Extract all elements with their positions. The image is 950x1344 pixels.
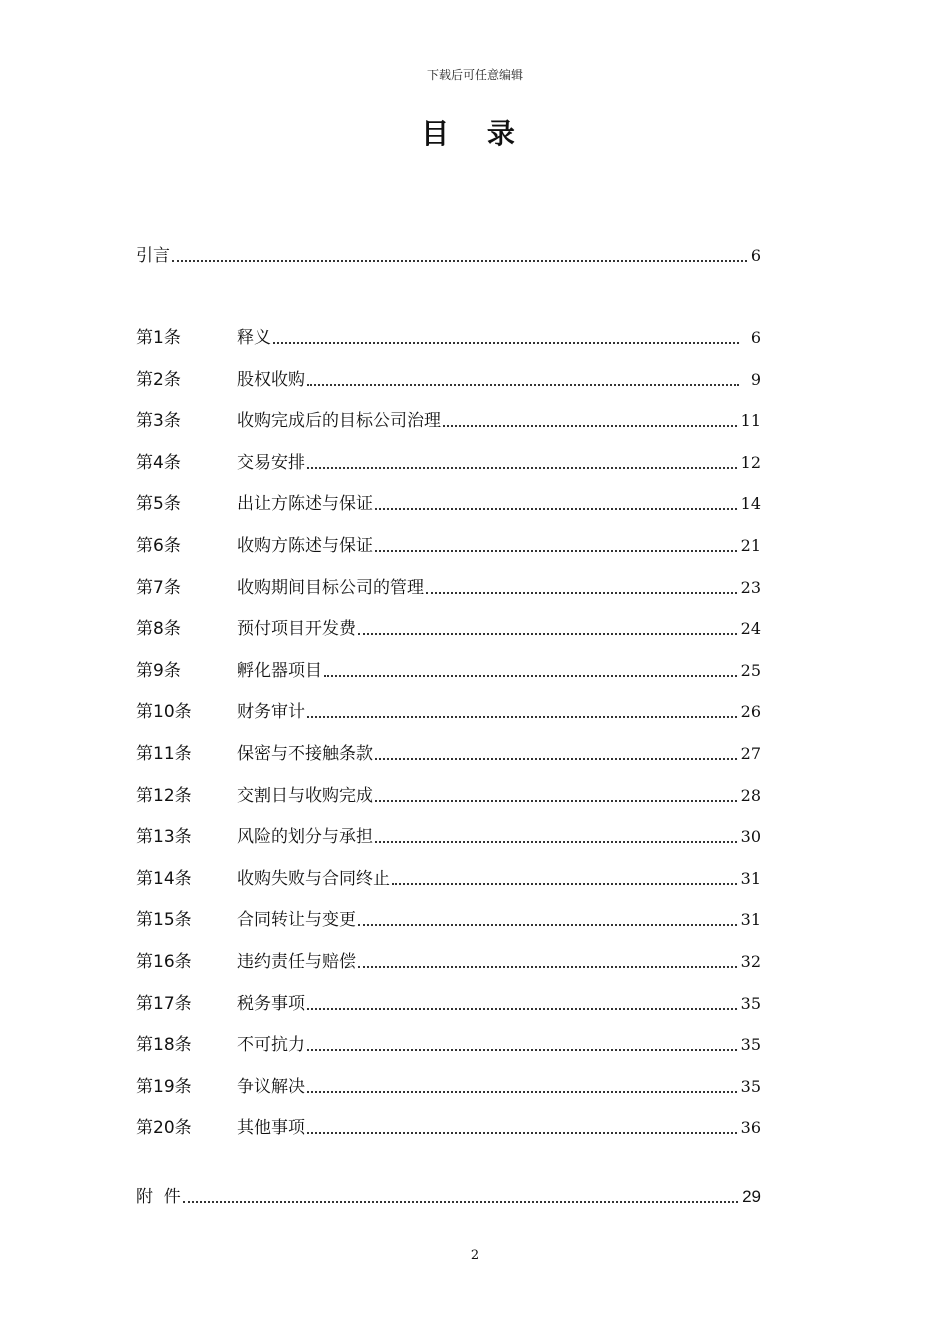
toc-leader (358, 966, 737, 968)
toc-entry-number: 第7条 (136, 578, 181, 598)
toc-entry-page: 12 (740, 453, 761, 472)
toc-entry-page: 31 (740, 869, 761, 888)
page-number: 2 (470, 1248, 480, 1263)
toc-intro[interactable] (136, 243, 761, 269)
toc-entry[interactable] (136, 783, 761, 809)
toc-leader (307, 467, 737, 469)
toc-entry-page: 14 (740, 494, 761, 513)
toc-leader (358, 633, 737, 635)
toc-entry-number: 第17条 (136, 994, 192, 1014)
toc-entry-number: 第20条 (136, 1118, 192, 1138)
toc-entry-page: 32 (740, 952, 761, 971)
toc-entry-page: 9 (750, 370, 761, 389)
toc-entry[interactable] (136, 991, 761, 1017)
toc-appendix-page: 29 (742, 1187, 761, 1206)
toc-appendix[interactable] (136, 1184, 761, 1210)
toc-leader (183, 1201, 738, 1203)
toc-entry-number: 第13条 (136, 827, 192, 847)
toc-entry-title: 预付项目开发费 (237, 619, 356, 639)
toc-entry[interactable] (136, 325, 761, 351)
toc-entry-title: 风险的划分与承担 (237, 827, 373, 847)
toc-entry[interactable] (136, 949, 761, 975)
toc-entry-page: 11 (740, 411, 761, 430)
toc-intro-page: 6 (750, 246, 761, 265)
toc-entry[interactable] (136, 907, 761, 933)
toc-entry[interactable] (136, 1032, 761, 1058)
toc-entry-title: 交易安排 (237, 453, 305, 473)
toc-leader (307, 1008, 737, 1010)
toc-entry-title: 不可抗力 (237, 1035, 305, 1055)
toc-entry-title: 收购方陈述与保证 (237, 536, 373, 556)
toc-entry-page: 30 (740, 827, 761, 846)
toc-entry-page: 31 (740, 910, 761, 929)
toc-entry-number: 第12条 (136, 786, 192, 806)
toc-entry-page: 35 (740, 994, 761, 1013)
toc-entry[interactable] (136, 699, 761, 725)
toc-entry-number: 第8条 (136, 619, 181, 639)
toc-entry-title: 税务事项 (237, 994, 305, 1014)
toc-intro-title: 引言 (136, 246, 170, 266)
toc-leader (307, 1049, 737, 1051)
toc-leader (426, 592, 737, 594)
toc-entry-number: 第5条 (136, 494, 181, 514)
toc-entry[interactable] (136, 408, 761, 434)
toc-entry[interactable] (136, 491, 761, 517)
toc-entry-title: 其他事项 (237, 1118, 305, 1138)
toc-entry[interactable] (136, 616, 761, 642)
toc-entry-page: 35 (740, 1077, 761, 1096)
toc-leader (375, 758, 737, 760)
page-title: 目 录 (421, 117, 529, 150)
toc-appendix-title: 附 件 (136, 1187, 181, 1207)
toc-entry-title: 出让方陈述与保证 (237, 494, 373, 514)
toc-entry[interactable] (136, 658, 761, 684)
toc-entry-title: 收购完成后的目标公司治理 (237, 411, 441, 431)
toc-leader (358, 924, 737, 926)
toc-entry[interactable] (136, 367, 761, 393)
toc-leader (375, 550, 737, 552)
toc-entry-page: 27 (740, 744, 761, 763)
toc-entry-title: 交割日与收购完成 (237, 786, 373, 806)
toc-leader (307, 1132, 737, 1134)
toc-leader (443, 425, 737, 427)
toc-entry[interactable] (136, 533, 761, 559)
toc-entry-number: 第4条 (136, 453, 181, 473)
toc-entry[interactable] (136, 575, 761, 601)
toc-entry-page: 21 (740, 536, 761, 555)
toc-entry-title: 争议解决 (237, 1077, 305, 1097)
toc-entry-number: 第9条 (136, 661, 181, 681)
toc-entry[interactable] (136, 1115, 761, 1141)
toc-entry-page: 36 (740, 1118, 761, 1137)
toc-entry-number: 第16条 (136, 952, 192, 972)
toc-entry-title: 合同转让与变更 (237, 910, 356, 930)
toc-leader (392, 883, 737, 885)
toc-leader (375, 800, 737, 802)
toc-entry-number: 第15条 (136, 910, 192, 930)
toc-entry-number: 第1条 (136, 328, 181, 348)
toc-leader (307, 1091, 737, 1093)
toc-entry-number: 第19条 (136, 1077, 192, 1097)
toc-leader (324, 675, 737, 677)
toc-entry-title: 财务审计 (237, 702, 305, 722)
toc-leader (307, 384, 739, 386)
toc-entry-page: 25 (740, 661, 761, 680)
toc-entry-title: 股权收购 (237, 370, 305, 390)
toc-entry-number: 第10条 (136, 702, 192, 722)
toc-leader (375, 508, 737, 510)
toc-entry-title: 保密与不接触条款 (237, 744, 373, 764)
header-note: 下载后可任意编辑 (426, 68, 523, 82)
toc-entry-page: 26 (740, 702, 761, 721)
toc-leader (375, 841, 737, 843)
toc-entry[interactable] (136, 1074, 761, 1100)
toc-leader (172, 260, 747, 262)
toc-entry-page: 35 (740, 1035, 761, 1054)
toc-leader (307, 716, 737, 718)
toc-entry-page: 28 (740, 786, 761, 805)
toc-entry-page: 6 (750, 328, 761, 347)
toc-entry-title: 释义 (237, 328, 271, 348)
toc-entry[interactable] (136, 450, 761, 476)
toc-entry[interactable] (136, 824, 761, 850)
toc-entry-title: 违约责任与赔偿 (237, 952, 356, 972)
toc-entry-page: 24 (740, 619, 761, 638)
toc-entry-number: 第14条 (136, 869, 192, 889)
toc-entry-number: 第18条 (136, 1035, 192, 1055)
toc-entry-number: 第2条 (136, 370, 181, 390)
toc-entry[interactable] (136, 741, 761, 767)
toc-entry-title: 孵化器项目 (237, 661, 322, 681)
toc-entry-title: 收购失败与合同终止 (237, 869, 390, 889)
toc-entry-number: 第6条 (136, 536, 181, 556)
toc-entry-title: 收购期间目标公司的管理 (237, 578, 424, 598)
toc-entry-number: 第3条 (136, 411, 181, 431)
toc-entry[interactable] (136, 866, 761, 892)
toc-entry-number: 第11条 (136, 744, 192, 764)
toc-leader (273, 342, 739, 344)
toc-entry-page: 23 (740, 578, 761, 597)
